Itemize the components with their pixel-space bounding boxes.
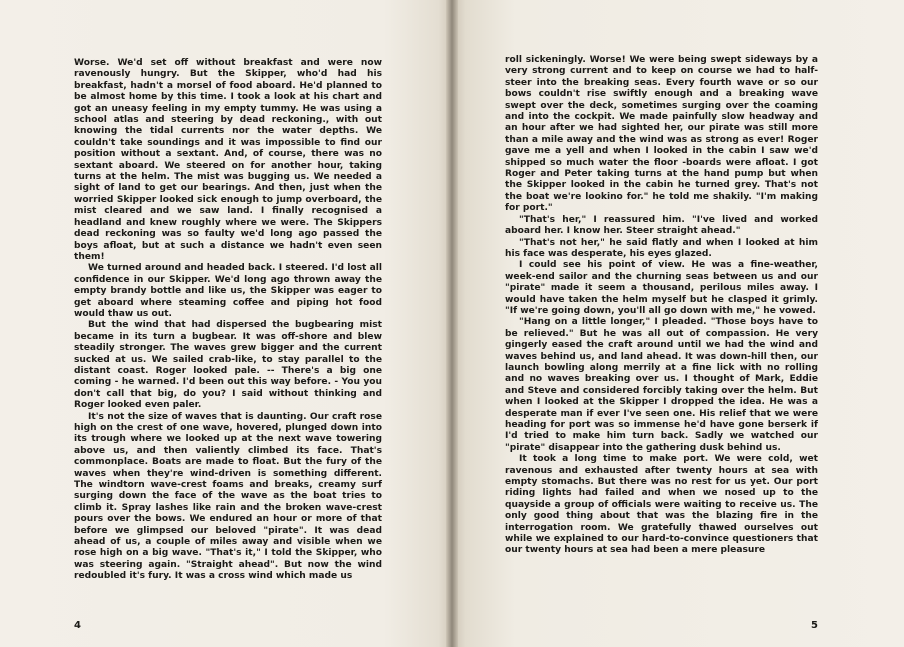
paragraph: I could see his point of view. He was a fine-weather, week-end sailor and the churning seas between us and our "pirate" made it seem a thousand, perilous miles away. I would have taken the helm myself but he clasped it grimly. "If we're going down, you'll all go down with me," he vowed. bbox=[505, 260, 818, 316]
page-number: 5 bbox=[811, 619, 818, 631]
paragraph: It's not the size of waves that is daunting. Our craft rose high on the crest of one wave, hovered, plunged down into its trough where we looked up at the next wave towering above us, and then valiently climbed its face. That's commonplace. Boats are made to float. But the fury of the waves when they're wind-driven is something different. The windtorn wave-crest foams and breaks, creamy surf surging down the face of the wave as the boat tries to climb it. Spray lashes like rain and the broken wave-crest pours over the bows. We endured an hour or more of that before we glimpsed our beloved "pirate". It was dead ahead of us, a couple of miles away and visible when we rose high on a big wave. "That's it," I told the Skipper, who was steering again. "Straight ahead". But now the wind redoubled it's fury. It was a cross wind which made us bbox=[74, 411, 382, 582]
paragraph: We turned around and headed back. I steered. I'd lost all confidence in our Skipper. We'd long ago thrown away the empty brandy bottle and like us, the Skipper was eager to get aboard where steaming coffee and piping hot food would thaw us out. bbox=[74, 263, 382, 319]
paragraph: roll sickeningly. Worse! We were being swept sideways by a very strong current and to keep on course we had to half-steer into the breaking seas. Every fourth wave or so our bows couldn't rise swiftly enough and a breaking wave swept over the deck, sometimes surging over the coaming and into the cockpit. We made painfully slow headway and an hour after we had sighted her, our pirate was still more than a mile away and the wind was as strong as ever! Roger gave me a yell and when I looked in the cabin I saw we'd shipped so much water the floor -boards were afloat. I got Roger and Peter taking turns at the hand pump but when the Skipper looked in the cabin he turned grey. That's not the boat we're lookino for." he told me shakily. "I'm making for port." bbox=[505, 55, 818, 214]
paragraph: But the wind that had dispersed the bugbearing mist became in its turn a bugbear. It was off-shore and blew steadily stronger. The waves grew bigger and the current sucked at us. We sailed crab-like, to stay parallel to the distant coast. Roger looked pale. -- There's a big one coming - he warned. I'd been out this way before. - You you don't call that big, do you? I said without thinking and Roger looked even paler. bbox=[74, 320, 382, 411]
right-page bbox=[452, 0, 904, 647]
paragraph: "Hang on a little longer," I pleaded. "Those boys have to be relieved." But he was all out of compassion. He very gingerly eased the craft around until we had the wind and waves behind us, and land ahead. It was down-hill then, our launch bowling along merrily at a fine lick with no rolling and no waves breaking over us. I thought of Mark, Eddie and Steve and considered forcibly taking over the helm. But when I looked at the Skipper I dropped the idea. He was a desperate man if ever I've seen one. His relief that we were heading for port was so immense he'd have gone berserk if I'd tried to make him turn back. Sadly we watched our "pirate" disappear into the gathering dusk behind us. bbox=[505, 317, 818, 453]
page-number: 4 bbox=[74, 619, 81, 631]
right-page-text bbox=[505, 55, 818, 557]
paragraph: It took a long time to make port. We were cold, wet ravenous and exhausted after twenty hours at sea with empty stomachs. But there was no rest for us yet. Our port riding lights had failed and when we nosed up to the quayside a group of officials were waiting to receive us. The only good thing about that was the blazing fire in the interrogation room. We gratefully thawed ourselves out while we explained to our hard-to-convince questioners that our twenty hours at sea had been a mere pleasure bbox=[505, 454, 818, 556]
paragraph: "That's not her," he said flatly and when I looked at him his face was desperate, his eyes glazed. bbox=[505, 237, 818, 259]
left-page-text bbox=[74, 58, 382, 583]
paragraph: Worse. We'd set off without breakfast and were now ravenously hungry. But the Skipper, who'd had his breakfast, hadn't a morsel of food aboard. He'd planned to be almost home by this time. I took a look at his chart and got an uneasy feeling in my empty tummy. He was using a school atlas and steering by dead reckoning., with out knowing the tidal currents nor the water depths. We couldn't take soundings and it was impossible to find our position without a sextant. And, of course, there was no sextant aboard. We steered on for another hour, taking turns at the helm. The mist was bugging us. We needed a sight of land to get our bearings. And then, just when the worried Skipper looked sick enough to jump overboard, the mist cleared and we saw land. I finally recognised a headland and knew roughly where we were. The Skippers dead reckoning was so faulty we'd long ago passed the boys afloat, but at such a distance we hadn't even seen them! bbox=[74, 58, 382, 262]
paragraph: "That's her," I reassured him. "I've lived and worked aboard her. I know her. Steer straight ahead." bbox=[505, 214, 818, 237]
book-gutter bbox=[446, 0, 458, 647]
